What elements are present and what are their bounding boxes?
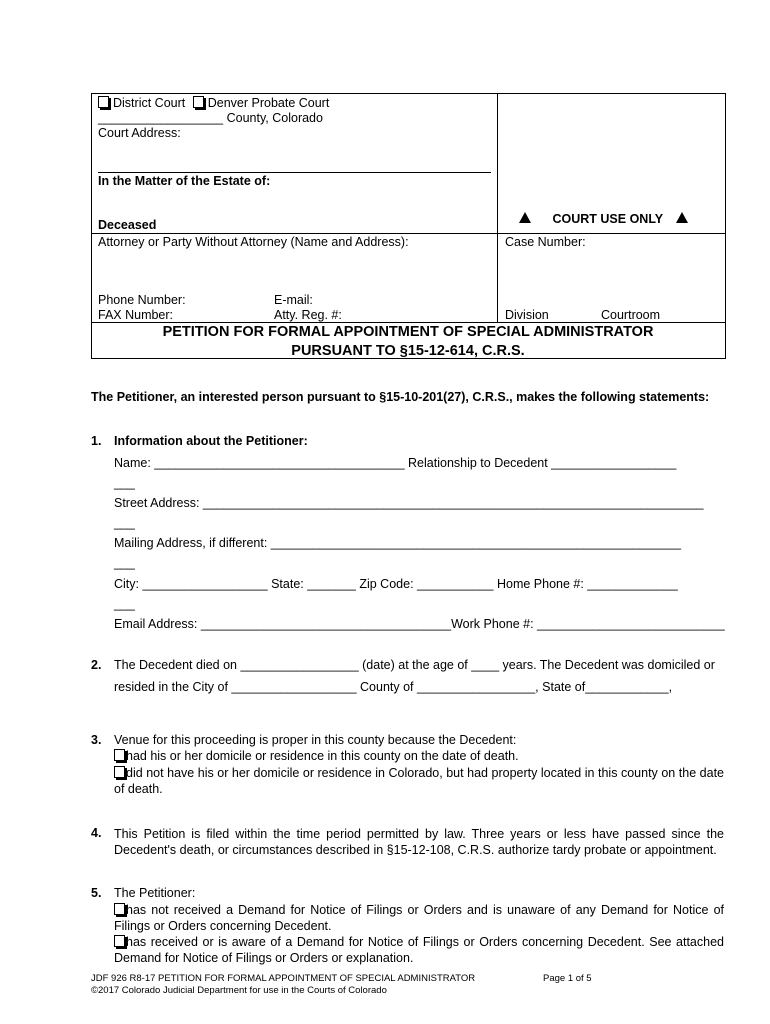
- venue-option-1-checkbox[interactable]: [114, 749, 125, 761]
- caption-divider-vertical: [497, 93, 498, 323]
- venue-intro: Venue for this proceeding is proper in this county because the Decedent:: [114, 733, 517, 747]
- county-line: __________________ County, Colorado: [98, 111, 323, 125]
- caption-divider-1: [91, 233, 726, 234]
- section-3-number: 3.: [91, 733, 102, 747]
- city-state-zip-line[interactable]: City: __________________ State: _______ Zip Code: ___________ Home Phone #: _____________: [114, 577, 678, 591]
- wrap-fragment: ___: [114, 597, 135, 611]
- decedent-residence-line[interactable]: resided in the City of __________________ County of _________________, State of____________,: [114, 680, 673, 694]
- section-5-intro: The Petitioner:: [114, 886, 196, 900]
- footer-form-id: JDF 926 R8-17 PETITION FOR FORMAL APPOINTMENT OF SPECIAL ADMINISTRATOR: [91, 973, 476, 984]
- section-5-number: 5.: [91, 886, 102, 900]
- section-1-number: 1.: [91, 434, 102, 448]
- matter-label: In the Matter of the Estate of:: [98, 174, 271, 188]
- footer-copyright: ©2017 Colorado Judicial Department for use in the Courts of Colorado: [91, 985, 387, 996]
- attorney-label: Attorney or Party Without Attorney (Name and Address):: [98, 235, 409, 249]
- court-options: [98, 96, 329, 110]
- demand-option-1: [114, 902, 724, 934]
- courtroom-label: Courtroom: [601, 308, 661, 322]
- district-court-label: District Court: [113, 96, 186, 110]
- demand-option-2-checkbox[interactable]: [114, 935, 125, 947]
- section-2-number: 2.: [91, 658, 102, 672]
- petition-title-line-1: PETITION FOR FORMAL APPOINTMENT OF SPECIAL ADMINISTRATOR: [162, 324, 654, 340]
- mailing-address-line[interactable]: Mailing Address, if different: ___________________________________________________________: [114, 536, 681, 550]
- demand-option-2: [114, 934, 724, 966]
- demand-option-2-label: has received or is aware of a Demand for Notice of Filings or Orders concerning Decedent. See attached Demand for Notice of Filings or Orders or explanation.: [114, 935, 724, 965]
- wrap-fragment: ___: [114, 476, 135, 490]
- venue-option-1-label: had his or her domicile or residence in this county on the date of death.: [126, 749, 519, 763]
- estate-name-line: [98, 172, 491, 173]
- venue-option-2-checkbox[interactable]: [114, 766, 125, 778]
- wrap-fragment: ___: [114, 556, 135, 570]
- atty-reg-label: Atty. Reg. #:: [274, 308, 342, 322]
- petition-title-line-2: PURSUANT TO §15-12-614, C.R.S.: [291, 343, 525, 359]
- section-1-heading: Information about the Petitioner:: [114, 434, 308, 448]
- decedent-death-line[interactable]: The Decedent died on _________________ (date) at the age of ____ years. The Decedent was domiciled or: [114, 658, 715, 672]
- section-4-text: This Petition is filed within the time period permitted by law. Three years or less have passed since the Decedent's death, or circumstances described in §15-12-108, C.R.S. authorize tardy probate or appointment.: [114, 827, 724, 857]
- demand-option-1-label: has not received a Demand for Notice of Filings or Orders and is unaware of any Demand for Notice of Filings or Orders concerning Decedent.: [114, 903, 724, 933]
- caption-divider-2: [91, 322, 726, 323]
- denver-probate-label: Denver Probate Court: [207, 96, 330, 110]
- venue-option-1: [114, 749, 519, 763]
- district-court-checkbox[interactable]: [98, 96, 109, 108]
- email-label: E-mail:: [274, 293, 313, 307]
- intro-statement: The Petitioner, an interested person pursuant to §15-10-201(27), C.R.S., makes the following statements:: [91, 390, 710, 404]
- phone-label: Phone Number:: [98, 293, 186, 307]
- up-arrow-icon: [676, 212, 688, 223]
- email-work-phone-line[interactable]: Email Address: ____________________________________Work Phone #: ___________________________: [114, 617, 725, 631]
- section-4-number: 4.: [91, 826, 102, 840]
- up-arrow-icon: [519, 212, 531, 223]
- division-label: Division: [505, 308, 549, 322]
- fax-label: FAX Number:: [98, 308, 174, 322]
- court-use-only-label: COURT USE ONLY: [552, 212, 663, 226]
- street-address-line[interactable]: Street Address: ________________________________________________________________________: [114, 496, 704, 510]
- case-number-label: Case Number:: [505, 235, 586, 249]
- petitioner-name-line[interactable]: Name: ____________________________________ Relationship to Decedent __________________: [114, 456, 677, 470]
- court-address-label: Court Address:: [98, 126, 181, 140]
- venue-option-2: [114, 765, 724, 797]
- deceased-label: Deceased: [98, 218, 157, 232]
- demand-option-1-checkbox[interactable]: [114, 903, 125, 915]
- wrap-fragment: ___: [114, 516, 135, 530]
- denver-probate-checkbox[interactable]: [193, 96, 204, 108]
- footer-page-number: Page 1 of 5: [543, 973, 592, 984]
- venue-option-2-label: did not have his or her domicile or residence in Colorado, but had property located in this county on the date of death.: [114, 766, 724, 796]
- court-use-only: [519, 212, 688, 226]
